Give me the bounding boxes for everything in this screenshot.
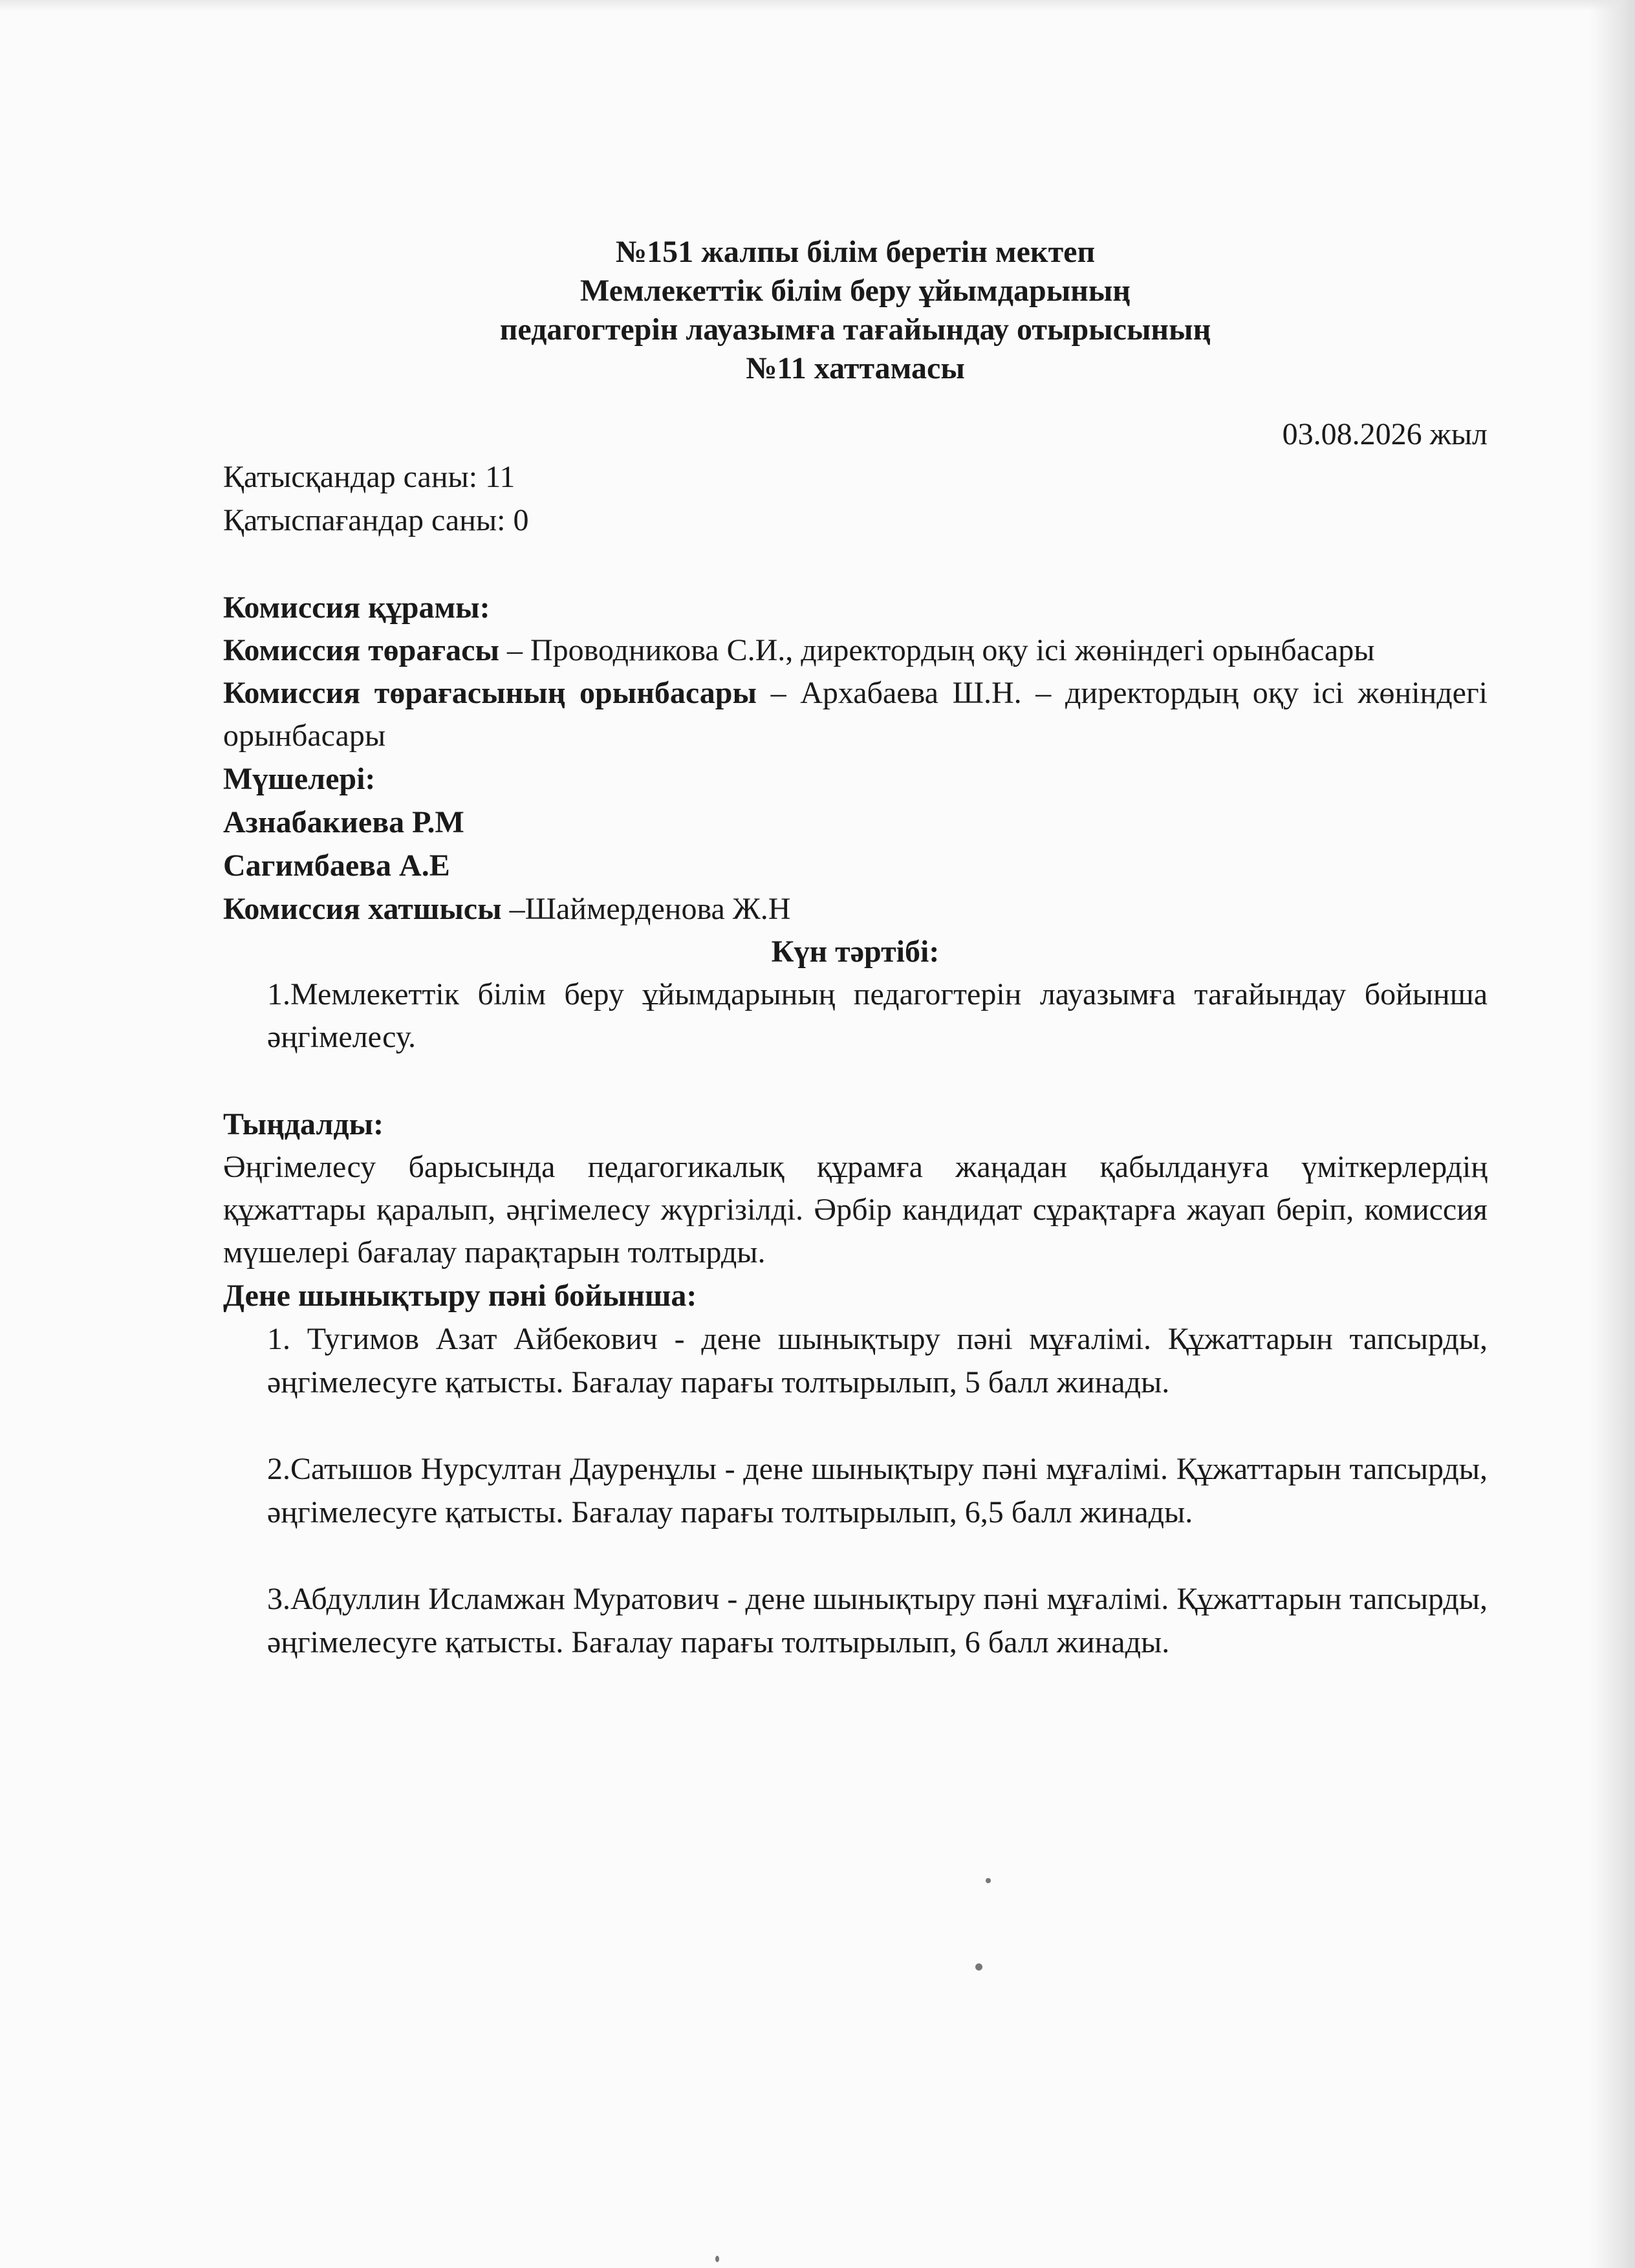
- member-1: Азнабакиева Р.М: [223, 805, 464, 839]
- candidate-3: 3.Абдуллин Исламжан Муратович - дене шынықтыру пәні мұғалімі. Құжаттарын тапсырды, әңгімелесуге қатысты. Бағалау парағы толтырылып, 6 балл жинады.: [267, 1582, 1488, 1659]
- school-name: №151 жалпы білім беретін мектеп: [615, 235, 1096, 269]
- secretary-text: –Шаймерденова Ж.Н: [501, 892, 791, 926]
- chair-text: – Проводникова С.И., директордың оқу ісі жөніндегі орынбасары: [499, 633, 1375, 667]
- deputy-text: – Архабаева Ш.Н. – директордың оқу ісі жөніндегі орынбасары: [223, 676, 1488, 753]
- document-title: [223, 233, 1488, 388]
- title-line-2: Мемлекеттік білім беру ұйымдарының: [580, 274, 1131, 308]
- scan-top-edge: [0, 0, 1635, 12]
- scan-right-edge: [1590, 0, 1635, 2268]
- document-date: 03.08.2026 жыл: [1282, 417, 1488, 451]
- member-2: Сагимбаева А.Е: [223, 848, 450, 883]
- agenda-item-1: 1.Мемлекеттік білім беру ұйымдарының педагогтерін лауазымға тағайындау бойынша әңгімелесу.: [267, 977, 1488, 1054]
- commission-chair: [223, 629, 1488, 672]
- commission-secretary: [223, 887, 1488, 931]
- scan-speck: [986, 1878, 991, 1883]
- subject-heading: Дене шынықтыру пәні бойынша:: [223, 1279, 697, 1313]
- attendance-present: Қатысқандар саны: 11: [223, 460, 515, 494]
- secretary-role: Комиссия хатшысы: [223, 892, 502, 926]
- heard-heading: Тыңдалды:: [223, 1107, 384, 1141]
- agenda-heading: Күн тәртібі:: [771, 934, 940, 969]
- candidate-1: 1. Тугимов Азат Айбекович - дене шынықтыру пәні мұғалімі. Құжаттарын тапсырды, әңгімелесуге қатысты. Бағалау парағы толтырылып, 5 балл жинады.: [267, 1322, 1488, 1399]
- document-page: [223, 233, 1488, 1664]
- title-line-3: педагогтерін лауазымға тағайындау отырысының: [499, 312, 1211, 347]
- commission-deputy: [223, 672, 1488, 757]
- candidate-2: 2.Сатышов Нурсултан Дауренұлы - дене шынықтыру пәні мұғалімі. Құжаттарын тапсырды, әңгімелесуге қатысты. Бағалау парағы толтырылып, 6,5 балл жинады.: [267, 1452, 1488, 1529]
- protocol-number: №11 хаттамасы: [746, 351, 965, 385]
- scan-speck: [715, 2256, 719, 2262]
- scan-speck: [975, 1963, 982, 1971]
- commission-heading: Комиссия құрамы:: [223, 590, 490, 625]
- heard-text: Әңгімелесу барысында педагогикалық құрамға жаңадан қабылдануға үміткерлердің құжаттары қаралып, әңгімелесу жүргізілді. Әрбір кандидат сұрақтарға жауап беріп, комиссия мүшелері бағалау парақтарын толтырды.: [223, 1150, 1488, 1269]
- attendance-absent: Қатыспағандар саны: 0: [223, 503, 529, 537]
- deputy-role: Комиссия төрағасының орынбасары: [223, 676, 757, 710]
- chair-role: Комиссия төрағасы: [223, 633, 499, 667]
- members-heading: Мүшелері:: [223, 762, 376, 796]
